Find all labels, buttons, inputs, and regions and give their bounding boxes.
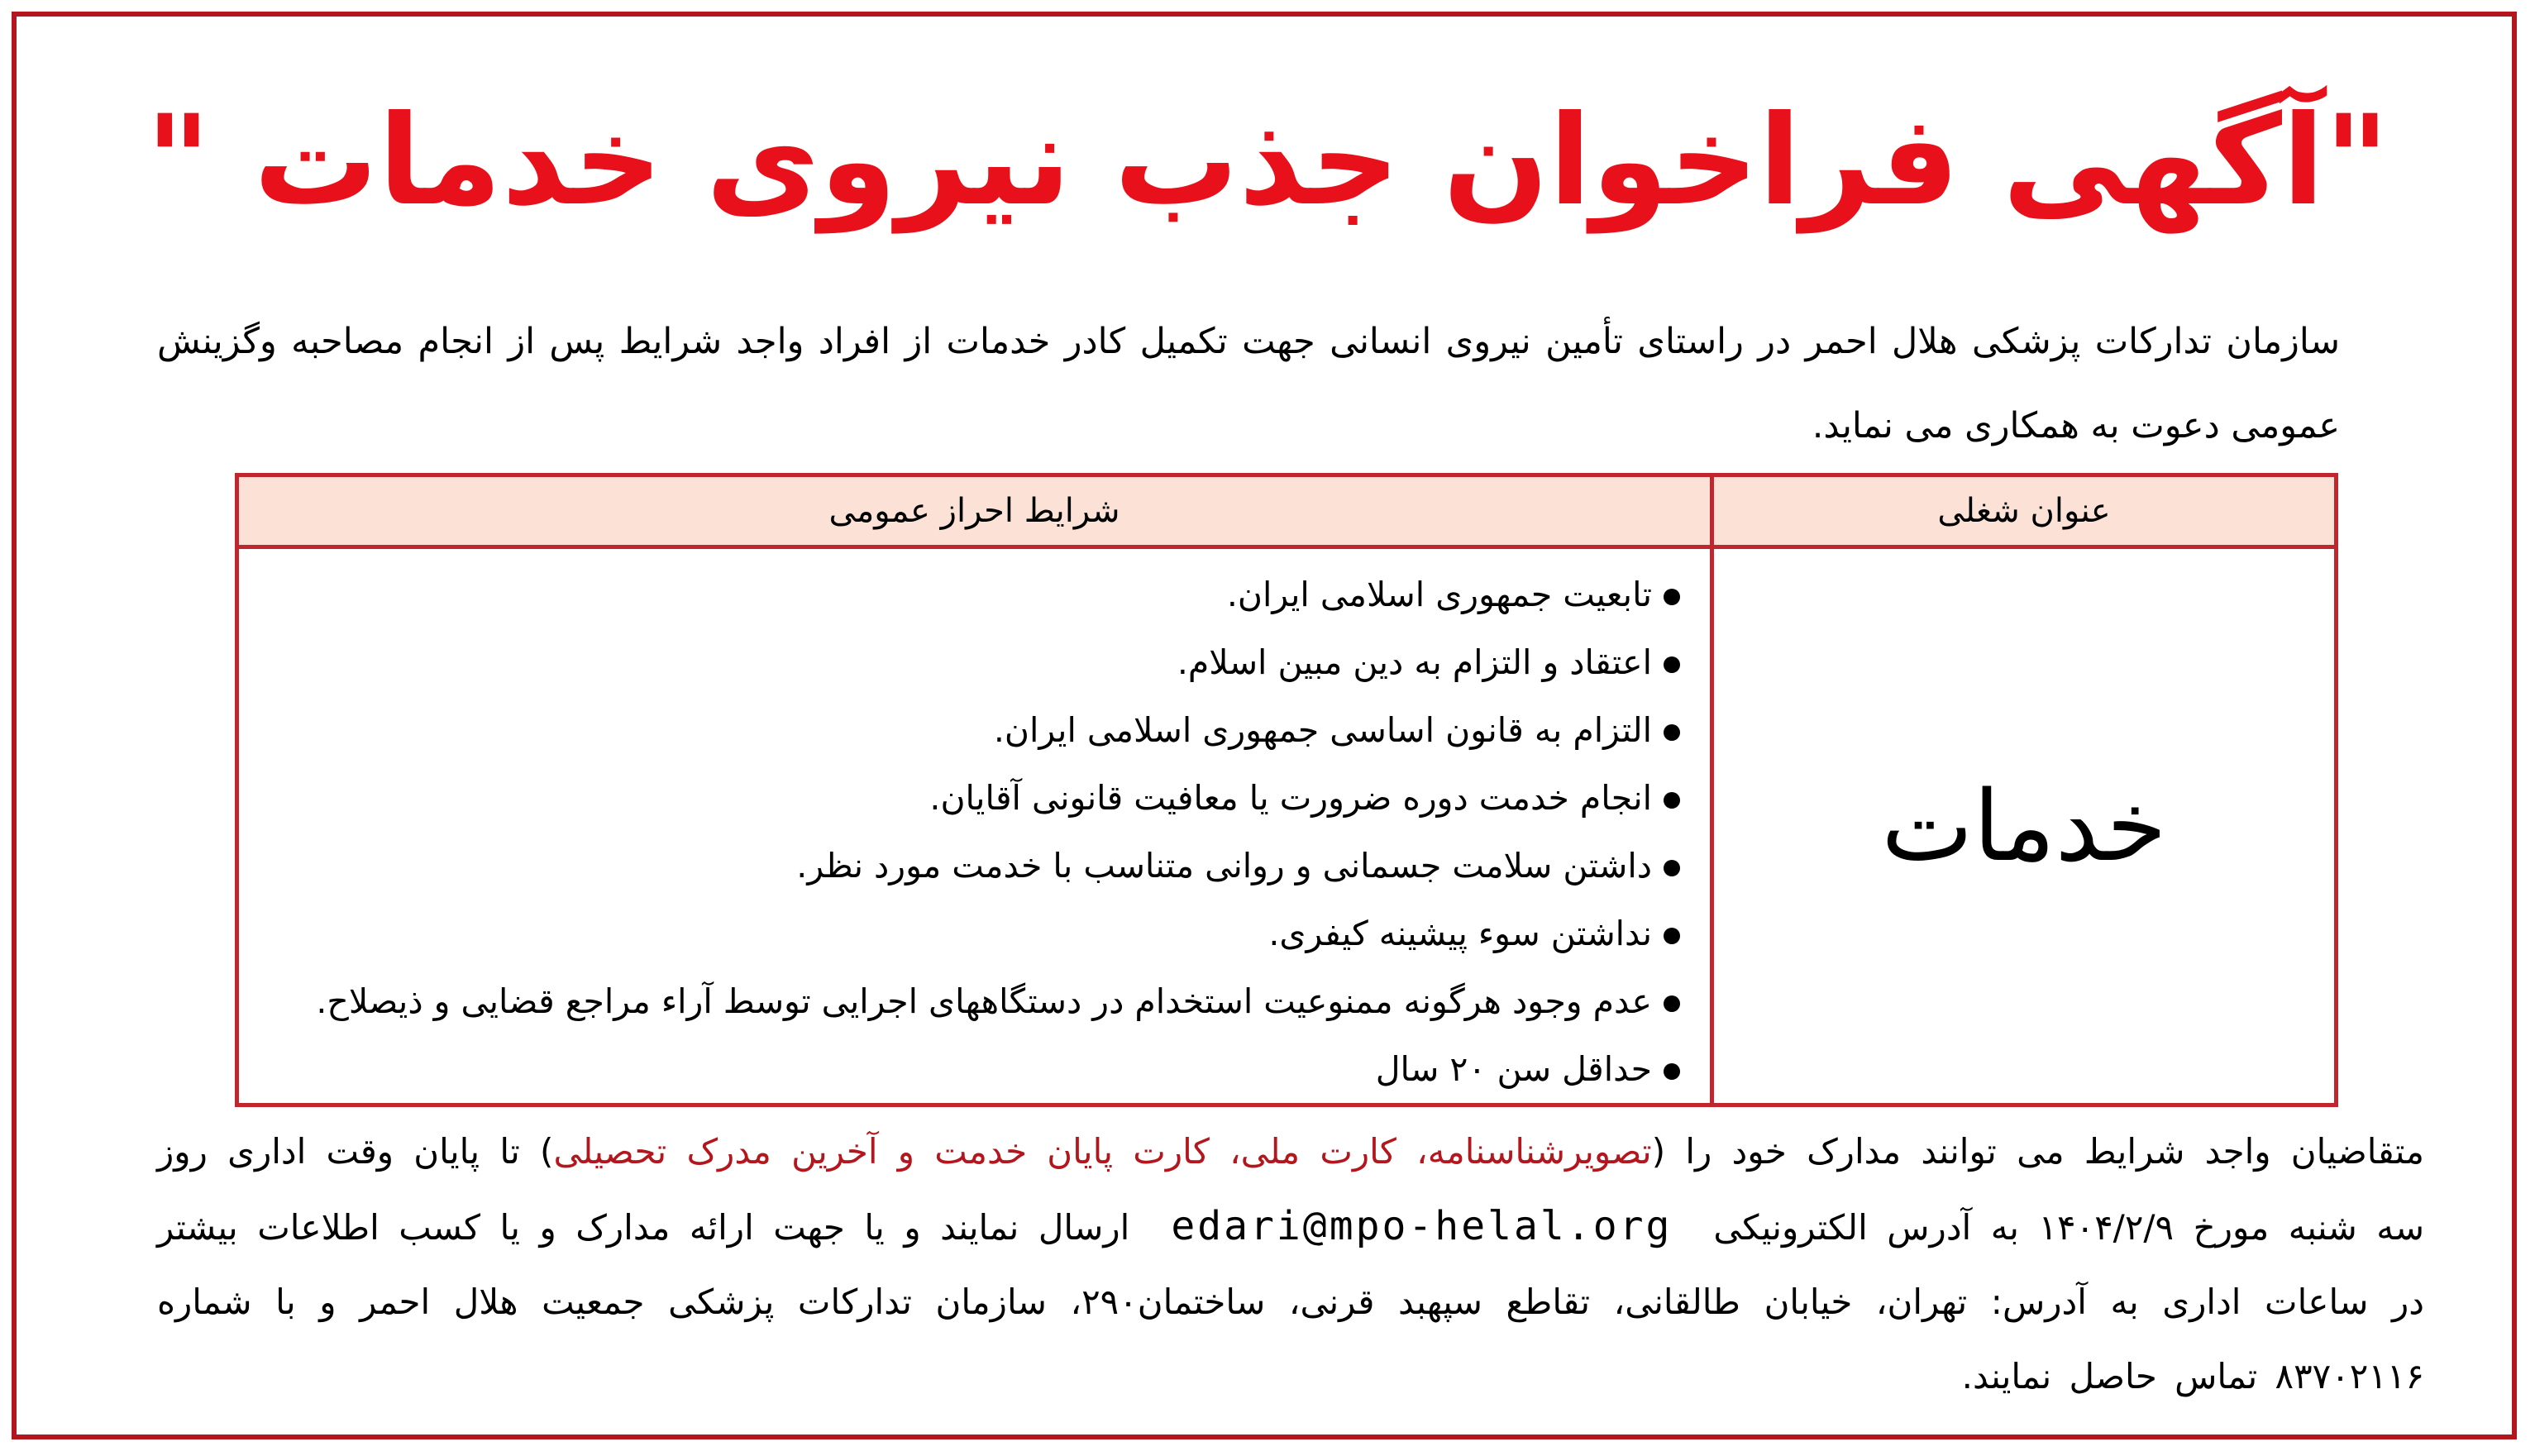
conditions-header: شرایط احراز عمومی bbox=[237, 475, 1712, 547]
bullet-icon bbox=[1664, 656, 1680, 673]
bullet-icon bbox=[1664, 792, 1680, 809]
bullet-icon bbox=[1664, 724, 1680, 741]
job-title-header: عنوان شغلی bbox=[1712, 475, 2337, 547]
application-instructions bbox=[157, 1115, 2424, 1414]
requirements-table bbox=[235, 473, 2338, 1107]
condition-item: التزام به قانون اساسی جمهوری اسلامی ایران. bbox=[239, 696, 1680, 764]
instructions-intro: متقاضیان واجد شرایط می توانند مدارک خود را ( bbox=[1651, 1131, 2424, 1172]
instructions-deadline: ) تا پایان وقت اداری روز سه شنبه مورخ ۱۴۰۴/۲/۹ به آدرس الکترونیکی bbox=[157, 1131, 2425, 1248]
condition-item: عدم وجود هرگونه ممنوعیت استخدام در دستگاههای اجرایی توسط آراء مراجع قضایی و ذیصلاح. bbox=[239, 967, 1680, 1035]
instructions-address: ارسال نمایند و یا جهت ارائه مدارک و یا کسب اطلاعات بیشتر در ساعات اداری به آدرس: تهران، خیابان طالقانی، تقاطع سپهبد قرنی، ساختمان۲۹۰، سازمان تدارکات پزشکی جمعیت هلال احمر و با شماره ۸۳۷۰۲۱۱۶ تماس حاصل نمایند. bbox=[157, 1207, 2425, 1396]
bullet-icon bbox=[1664, 995, 1680, 1012]
contact-email[interactable]: edari@mpo-helal.org bbox=[1171, 1203, 1673, 1249]
bullet-icon bbox=[1664, 589, 1680, 605]
conditions-cell bbox=[237, 547, 1712, 1105]
condition-item: تابعیت جمهوری اسلامی ایران. bbox=[239, 561, 1680, 628]
condition-item: حداقل سن ۲۰ سال bbox=[239, 1035, 1680, 1103]
page-title: "آگهی فراخوان جذب نیروی خدمات " bbox=[146, 89, 2389, 233]
required-documents: تصویرشناسنامه، کارت ملی، کارت پایان خدمت و آخرین مدرک تحصیلی bbox=[553, 1131, 1652, 1172]
job-title-cell: خدمات bbox=[1712, 547, 2337, 1105]
bullet-icon bbox=[1664, 860, 1680, 876]
condition-item: انجام خدمت دوره ضرورت یا معافیت قانونی آقایان. bbox=[239, 764, 1680, 832]
bullet-icon bbox=[1664, 1063, 1680, 1080]
conditions-list bbox=[239, 561, 1680, 1103]
condition-item: اعتقاد و التزام به دین مبین اسلام. bbox=[239, 628, 1680, 696]
bullet-icon bbox=[1664, 928, 1680, 944]
condition-item: نداشتن سوء پیشینه کیفری. bbox=[239, 900, 1680, 967]
condition-item: داشتن سلامت جسمانی و روانی متناسب با خدمت مورد نظر. bbox=[239, 832, 1680, 900]
intro-paragraph: سازمان تدارکات پزشکی هلال احمر در راستای تأمین نیروی انسانی جهت تکمیل کادر خدمات از افراد واجد شرایط پس از انجام مصاحبه وگزینش عمومی دعوت به همکاری می نماید. bbox=[157, 321, 2340, 446]
